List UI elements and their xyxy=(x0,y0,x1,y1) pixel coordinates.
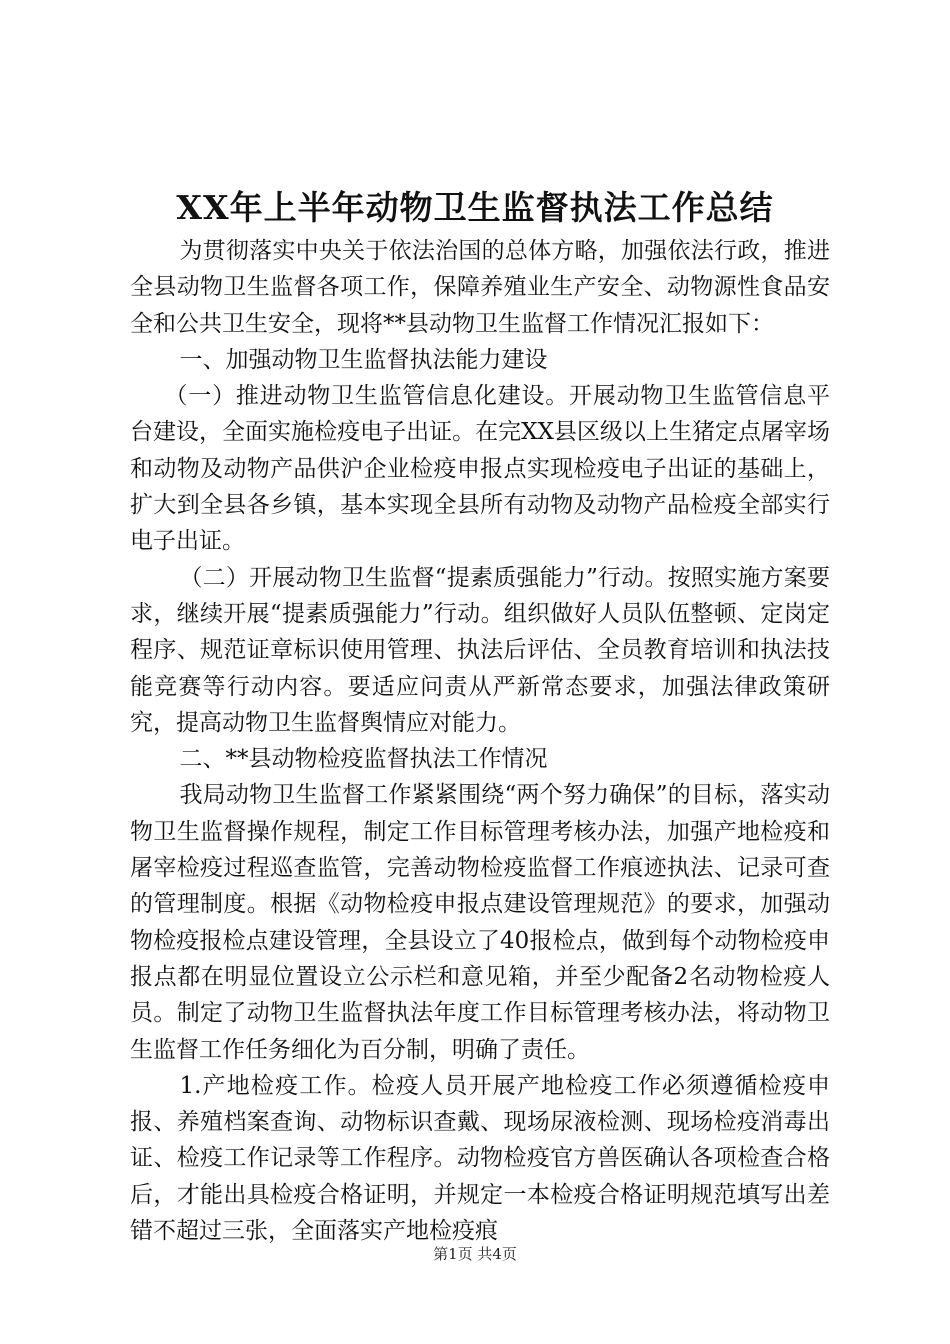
document-body xyxy=(130,233,830,1249)
document-title: XX年上半年动物卫生监督执法工作总结 xyxy=(176,188,774,227)
section-heading-2: 二、**县动物检疫监督执法工作情况 xyxy=(179,746,548,773)
paragraph-2-1: 1.产地检疫工作。检疫人员开展产地检疫工作必须遵循检疫申报、养殖档案查询、动物标识查戴、现场尿液检测、现场检疫消毒出证、检疫工作记录等工作程序。动物检疫官方兽医确认各项检查合格后，才能出具检疫合格证明，并规定一本检疫合格证明规范填写出差错不超过三张，全面落实产地检疫痕 xyxy=(130,1072,830,1245)
paragraph-2-intro: 我局动物卫生监督工作紧紧围绕“两个努力确保”的目标，落实动物卫生监督操作规程，制定工作目标管理考核办法，加强产地检疫和屠宰检疫过程巡查监管，完善动物检疫监督工作痕迹执法、记录可查的管理制度。根据《动物检疫申报点建设管理规范》的要求，加强动物检疫报检点建设管理，全县设立了40报检点，做到每个动物检疫申报点都在明显位置设立公示栏和意见箱，并至少配备2名动物检疫人员。制定了动物卫生监督执法年度工作目标管理考核办法，将动物卫生监督工作任务细化为百分制，明确了责任。 xyxy=(130,782,830,1063)
paragraph-intro: 为贯彻落实中央关于依法治国的总体方略，加强依法行政，推进全县动物卫生监督各项工作，保障养殖业生产安全、动物源性食品安全和公共卫生安全，现将**县动物卫生监督工作情况汇报如下： xyxy=(130,238,830,337)
page-number-footer: 第1页 共4页 xyxy=(433,1245,517,1263)
section-heading-1: 一、加强动物卫生监督执法能力建设 xyxy=(179,346,548,373)
paragraph-1-1: （一）推进动物卫生监管信息化建设。开展动物卫生监管信息平台建设，全面实施检疫电子出证。在完XX县区级以上生猪定点屠宰场和动物及动物产品供沪企业检疫申报点实现检疫电子出证的基础上，扩大到全县各乡镇，基本实现全县所有动物及动物产品检疫全部实行电子出证。 xyxy=(130,383,830,555)
paragraph-1-2: （二）开展动物卫生监督“提素质强能力”行动。按照实施方案要求，继续开展“提素质强能力”行动。组织做好人员队伍整顿、定岗定程序、规范证章标识使用管理、执法后评估、全员教育培训和执法技能竞赛等行动内容。要适应问责从严新常态要求，加强法律政策研究，提高动物卫生监督舆情应对能力。 xyxy=(130,564,830,736)
